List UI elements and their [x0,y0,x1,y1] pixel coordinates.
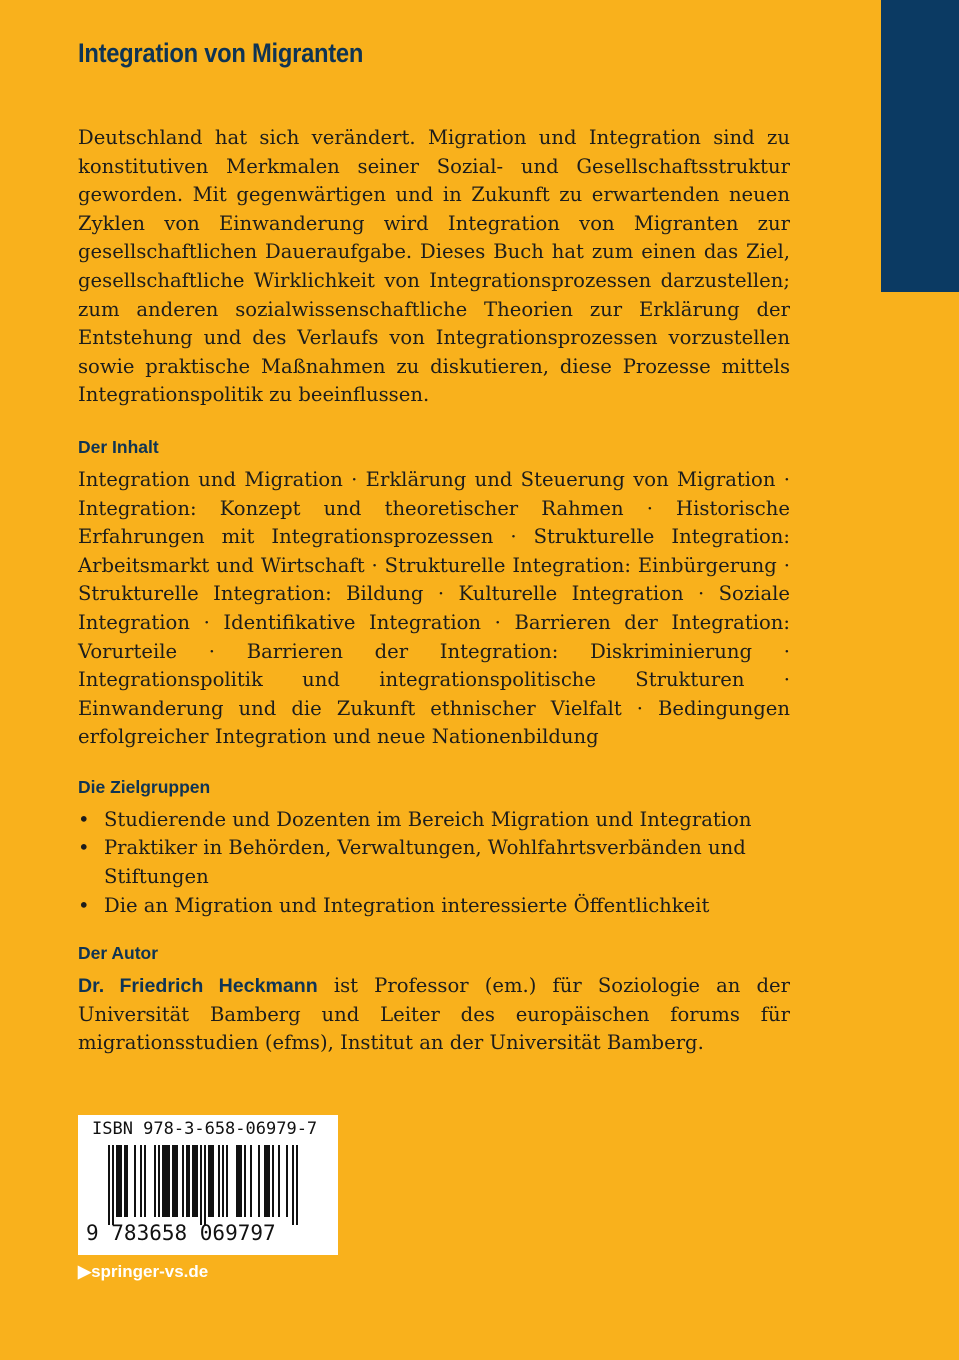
barcode-bar [208,1145,210,1217]
barcode-bar [236,1145,238,1217]
barcode-bar [162,1145,164,1217]
barcode-bar [238,1145,240,1217]
contents-paragraph: Integration und Migration · Erklärung und Steuerung von Migration · Integration: Konzept und theoretischer Rahmen · Historische Erfahrungen mit Integrationsprozessen · Strukturelle Integration: Arbeitsmarkt und Wirtschaft · Strukturelle Integration: Einbürgerung · Strukturelle Integration: Bildung · Kulturelle Integration · Soziale Integration · Identifikative Integration · Barrieren der Integration: Vorurteile · Barrieren der Integration: Diskriminierung · Integrationspolitik und integrationspolitische Strukturen · Einwanderung und die Zukunft ethnischer Vielfalt · Bedingungen erfolgreicher Integration und neue Nationenbildung [78,467,790,749]
back-cover-text [78,124,790,1058]
barcode-bar [222,1145,224,1217]
isbn-label: ISBN 978-3-658-06979-7 [92,1119,318,1139]
bullet-icon: • [78,807,90,831]
barcode-bar [154,1145,156,1217]
barcode-bar [182,1145,184,1217]
barcode-bar [244,1145,246,1217]
barcode-bar [108,1145,110,1225]
barcode-bar [226,1145,228,1217]
publisher-link[interactable] [78,1262,208,1282]
barcode-bar [144,1145,146,1217]
barcode-bar [218,1145,220,1217]
barcode-bar [296,1145,298,1225]
barcode-bar [258,1145,260,1217]
contents-heading: Der Inhalt [78,436,159,457]
list-item [78,834,790,891]
barcode-bar [164,1145,166,1217]
barcode-bar [200,1145,202,1225]
barcode-bar [188,1145,190,1217]
barcode-bar [158,1145,160,1217]
author-name: Dr. Friedrich Heckmann [78,975,318,998]
barcode-bar [212,1145,214,1217]
barcode-bar [240,1145,242,1217]
barcode-bar [250,1145,252,1217]
barcode-bar [120,1145,122,1217]
bullet-icon: • [78,893,90,917]
list-item-text: Praktiker in Behörden, Verwaltungen, Wohlfahrtsverbänden und Stiftungen [104,836,746,889]
list-item [78,892,790,921]
barcode-bar [112,1145,114,1225]
barcode-bar [286,1145,288,1217]
list-item-text: Studierende und Dozenten im Bereich Migration und Integration [104,807,752,831]
barcode-bar [172,1145,174,1217]
barcode-bar [174,1145,176,1217]
barcode-bar [204,1145,206,1225]
barcode-bar [168,1145,170,1217]
barcode-bar [210,1145,212,1217]
isbn-barcode [78,1115,338,1255]
author-bio: ist Professor (em.) für Soziologie an der Universität Bamberg und Leiter des europäischen forums für migrationsstudien (efms), Institut an der Universität Bamberg. [78,974,790,1055]
barcode-bar [272,1145,274,1217]
triangle-arrow-icon: ▶ [78,1262,92,1281]
barcode-bar [268,1145,270,1217]
blue-side-band [881,0,959,292]
list-item-text: Die an Migration und Integration interessierte Öffentlichkeit [104,893,710,917]
barcode-bar [186,1145,188,1217]
publisher-url: springer-vs.de [91,1262,209,1281]
list-item [78,806,790,835]
author-heading: Der Autor [78,943,159,964]
barcode-digits: 9 783658 069797 [86,1221,276,1245]
barcode-bar [116,1145,118,1217]
barcode-bar [192,1145,194,1217]
barcode-bar [176,1145,178,1217]
barcode-bar [118,1145,120,1217]
barcode-bar [166,1145,168,1217]
barcode-bar [278,1145,280,1217]
book-title: Integration von Migranten [78,38,364,68]
target-groups-list [78,806,790,920]
barcode-bar [196,1145,198,1217]
target-groups-heading: Die Zielgruppen [78,776,211,797]
bullet-icon: • [78,836,90,860]
barcode-bars [108,1145,308,1225]
author-paragraph [78,972,790,1058]
barcode-bar [140,1145,142,1217]
barcode-bar [124,1145,126,1217]
barcode-bar [134,1145,136,1217]
barcode-bar [264,1145,266,1217]
barcode-bar [292,1145,294,1225]
barcode-bar [194,1145,196,1217]
barcode-bar [266,1145,268,1217]
barcode-bar [126,1145,128,1217]
intro-paragraph: Deutschland hat sich verändert. Migration und Integration sind zu konstitutiven Merkmalen seiner Sozial- und Gesellschaftsstruktur geworden. Mit gegenwärtigen und in Zukunft zu erwartenden neuen Zyklen von Einwanderung wird Integration von Migranten zur gesellschaftlichen Daueraufgabe. Dieses Buch hat zum einen das Ziel, gesellschaftliche Wirklichkeit von Integrationsprozessen darzustellen; zum anderen sozialwissenschaftliche Theorien zur Erklärung der Entstehung und des Verlaufs von Integrationsprozessen vorzustellen sowie praktische Maßnahmen zu diskutieren, diese Prozesse mittels Integrationspolitik zu beeinflussen. [78,126,790,407]
